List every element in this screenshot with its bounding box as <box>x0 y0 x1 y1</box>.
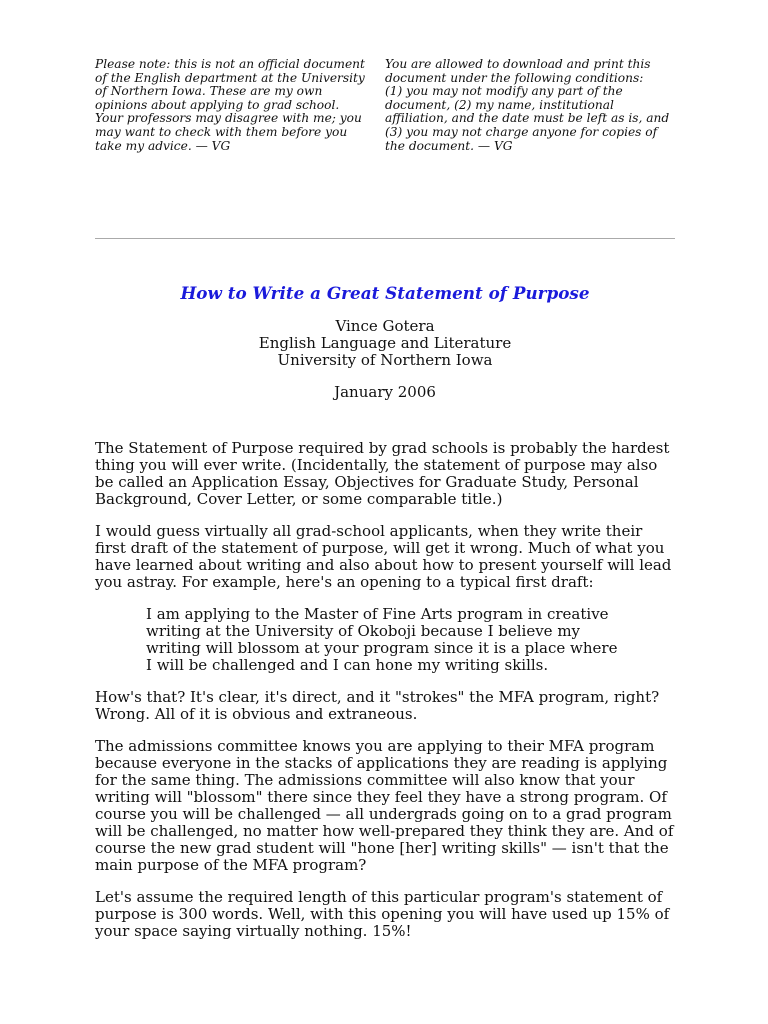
horizontal-rule <box>95 238 675 239</box>
paragraph: I would guess virtually all grad-school applicants, when they write their first draft of the statement of purpose, will get it wrong. Much of what you have learned about writing and also about how to present yourself will lead you astray. For example, here's an opening to a typical first draft: <box>95 522 672 591</box>
paragraph: How's that? It's clear, it's direct, and it "strokes" the MFA program, right? Wrong. All of it is obvious and extraneous. <box>95 688 660 723</box>
document-title-link[interactable]: How to Write a Great Statement of Purpose <box>180 283 590 303</box>
article-body <box>95 440 675 940</box>
paragraph: Let's assume the required length of this particular program's statement of purpose is 300 words. Well, with this opening you will have used up 15% of your space saying virtually nothing. 15%! <box>95 888 670 940</box>
usage-conditions-list: (1) you may not modify any part of the document, (2) my name, institutional affiliation, and the date must be left as is, and (3) you may not charge anyone for copies of the document. — VG <box>385 84 670 153</box>
paragraph: The Statement of Purpose required by grad schools is probably the hardest thing you will ever write. (Incidentally, the statement of purpose may also be called an Application Essay, Objectives for Graduate Study, Personal Background, Cover Letter, or some comparable title.) <box>95 439 670 508</box>
disclaimer-note: Please note: this is not an official document of the English department at the University of Northern Iowa. These are my own opinions about applying to grad school. Your professors may disagree with me; you may want to check with them before you take my advice. — VG <box>95 57 365 153</box>
department-name: English Language and Literature <box>258 334 512 352</box>
example-quote: I am applying to the Master of Fine Arts program in creative writing at the University of Okoboji because I believe my writing will blossom at your program since it is a place where I will be challenged and I can hone my writing skills. <box>146 605 618 674</box>
document-date: January 2006 <box>334 383 436 401</box>
institution-name: University of Northern Iowa <box>277 351 493 369</box>
usage-conditions-note <box>385 58 675 228</box>
document-page <box>95 58 675 955</box>
usage-conditions-intro: You are allowed to download and print this document under the following conditions: <box>385 57 651 85</box>
paragraph: The admissions committee knows you are applying to their MFA program because everyone in the stacks of applications they are reading is applying for the same thing. The admissions committee will also know that your writing will "blossom" there since they feel they have a strong program. Of course you will be challenged — all undergrads going on to a grad program will be challenged, no matter how well-prepared they think they are. And of course the new grad student will "hone [her] writing skills" — isn't that the main purpose of the MFA program? <box>95 737 674 874</box>
byline <box>95 318 675 369</box>
author-name: Vince Gotera <box>335 317 435 335</box>
header-notes <box>95 58 675 228</box>
